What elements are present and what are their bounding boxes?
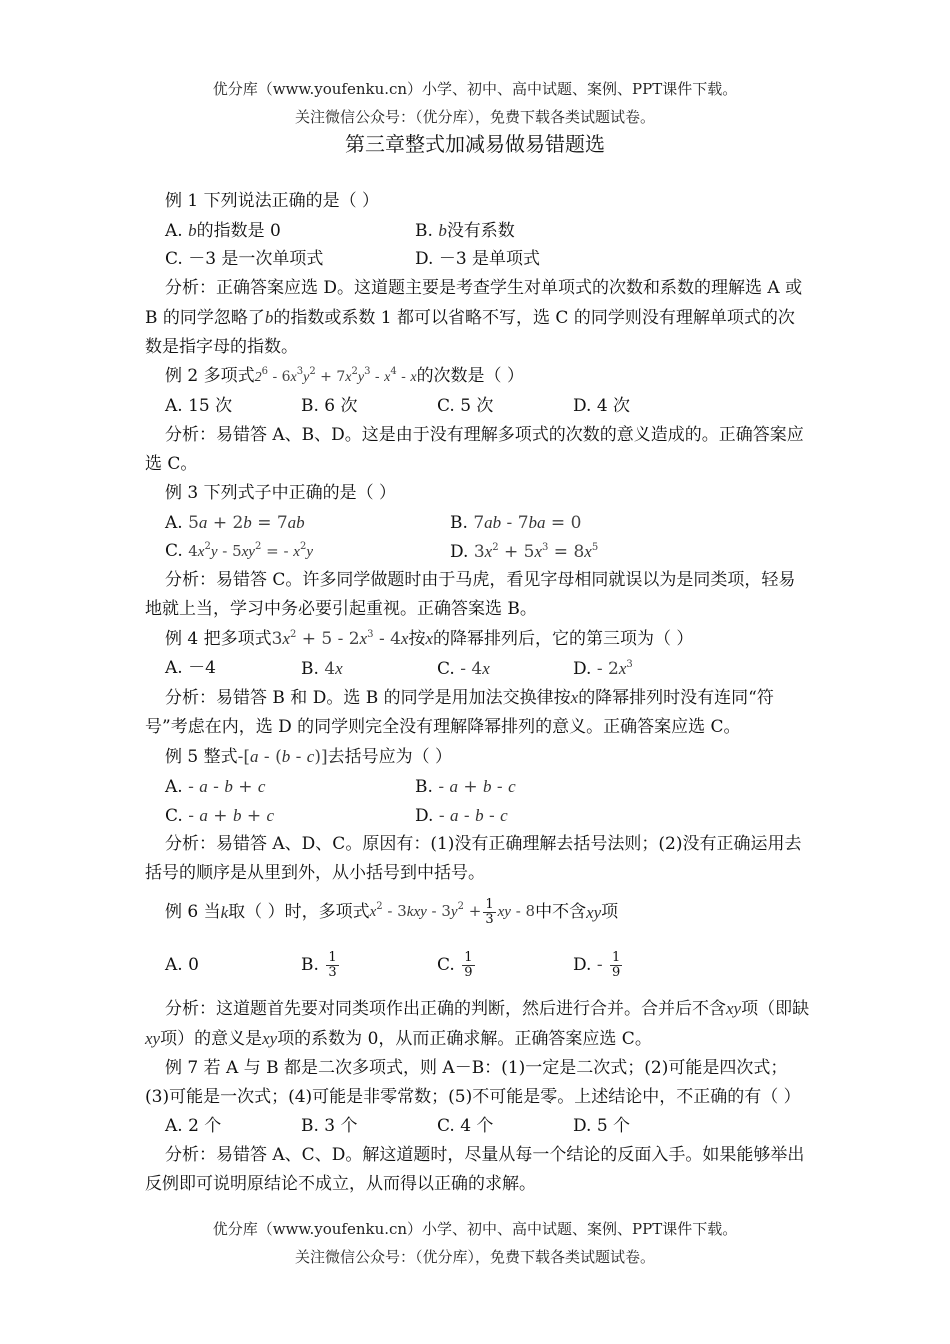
example-5-analysis: 分析：易错答 A、D、C。原因有：(1)没有正确理解去括号法则；(2)没有正确运用去括号的顺序是从里到外，从小括号到中括号。 (145, 834, 802, 883)
header-line-2: 关注微信公众号：（优分库），免费下载各类试题试卷。 (294, 108, 655, 126)
example-3-option-b: B. 7ab - 7ba = 0 (450, 512, 582, 533)
example-3-option-d: D. $3x^2 + 5x^3 = 8x^5$ (450, 541, 599, 562)
example-5-option-a: A. - a - b + c (165, 776, 266, 797)
example-6-option-a: A. 0 (165, 954, 199, 975)
example-4-option-c: C. - 4x (437, 658, 490, 679)
footer-line-1: 优分库（www.youfenku.cn）小学、初中、高中试题、案例、PPT课件下载。 (212, 1220, 738, 1238)
example-2-option-d: D. 4 次 (573, 396, 631, 416)
example-7-option-d: D. 5 个 (573, 1116, 631, 1136)
example-3-option-c: C. $4x^2y - 5xy^2$ = - $x^2y$ (165, 540, 314, 561)
example-3-stem: 例 3 下列式子中正确的是（ ） (165, 483, 397, 503)
example-5-stem: 例 5 整式-[a - (b - c)]去括号应为（ ） (165, 747, 452, 767)
example-6-option-d: D. - $\frac{1}{9}$ (573, 949, 621, 980)
example-5-option-b: B. - a + b - c (415, 776, 516, 797)
example-7-option-a: A. 2 个 (165, 1116, 222, 1136)
example-4-analysis: 分析：易错答 B 和 D。选 B 的同学是用加法交换律按x的降幂排列时没有连同“符号”考虑在内，选 D 的同学则完全没有理解降幂排列的意义。正确答案应选 C。 (145, 688, 774, 737)
example-5-option-d: D. - a - b - c (415, 805, 508, 826)
example-7-analysis: 分析：易错答 A、C、D。解这道题时，尽量从每一个结论的反面入手。如果能够举出反例即可说明原结论不成立，从而得以正确的求解。 (145, 1145, 805, 1194)
example-3-analysis: 分析：易错答 C。许多同学做题时由于马虎，看见字母相同就误以为是同类项，轻易地就上当，学习中务必要引起重视。正确答案选 B。 (145, 570, 796, 619)
example-5-option-c: C. - a + b + c (165, 805, 275, 826)
example-1-analysis: 分析：正确答案应选 D。这道题主要是考查学生对单项式的次数和系数的理解选 A 或 B 的同学忽略了b的指数或系数 1 都可以省略不写，选 C 的同学则没有理解单项式的次数是指字母的指数。 (145, 278, 803, 357)
example-2-analysis: 分析：易错答 A、B、D。这是由于没有理解多项式的次数的意义造成的。正确答案应选 C。 (145, 425, 804, 474)
example-6-analysis: 分析：这道题首先要对同类项作出正确的判断，然后进行合并。合并后不含xy项（即缺xy项）的意义是xy项的系数为 0，从而正确求解。正确答案应选 C。 (145, 999, 810, 1049)
example-4-stem: 例 4 把多项式$3x^2 + 5 - 2x^3 - 4x$按x的降幂排列后，它的第三项为（ ） (165, 629, 694, 649)
example-4-options (145, 654, 810, 683)
example-7-option-c: C. 4 个 (437, 1116, 494, 1136)
example-6-option-c: C. $\frac{1}{9}$ (437, 949, 473, 980)
example-5-options-row-2 (145, 801, 810, 830)
footer-line-2: 关注微信公众号：（优分库），免费下载各类试题试卷。 (294, 1248, 655, 1266)
example-2-option-b: B. 6 次 (301, 396, 358, 416)
example-6-fraction: $\frac{1}{3}$ (485, 896, 494, 927)
example-1-option-b: B. b没有系数 (415, 220, 515, 241)
example-1-option-d: D. －3 是单项式 (415, 249, 541, 269)
example-2-option-a: A. 15 次 (165, 396, 233, 416)
example-1-stem: 例 1 下列说法正确的是（ ） (165, 191, 380, 211)
example-2-polynomial: $2^6 - 6x^3y^2 + 7x^2y^3 - x^4 - x$ (254, 366, 417, 385)
example-6-stem: 例 6 当 k 取（ ）时，多项式 $x^2 - 3kxy - 3y^2$ + $\frac{1}{3}$ xy - 8 中不含 xy 项 (165, 896, 619, 927)
example-4-option-d: D. - $2x^3$ (573, 658, 633, 679)
example-1-option-c: C. －3 是一次单项式 (165, 249, 324, 269)
example-7-stem: 例 7 若 A 与 B 都是二次多项式，则 A－B：(1)一定是二次式；(2)可能是四次式；(3)可能是一次式；(4)可能是非零常数；(5)不可能是零。上述结论中，不正确的有（ ） (145, 1058, 801, 1107)
example-3-option-a: A. 5a + 2b = 7ab (165, 512, 305, 533)
example-1-options-row-2 (145, 245, 810, 274)
example-3-options-row-1 (145, 508, 810, 537)
header-line-1: 优分库（www.youfenku.cn）小学、初中、高中试题、案例、PPT课件下载。 (212, 80, 738, 98)
example-2-option-c: C. 5 次 (437, 396, 494, 416)
example-1-options-row-1 (145, 216, 810, 245)
document-title: 第三章整式加减易做易错题选 (345, 132, 605, 156)
example-2-stem: 例 2 多项式$2^6 - 6x^3y^2 + 7x^2y^3 - x^4 - x$的次数是（ ） (165, 366, 524, 386)
example-5-options-row-1 (145, 772, 810, 801)
example-7-options (145, 1112, 810, 1141)
example-6-options (145, 936, 810, 994)
example-6-option-b: B. $\frac{1}{3}$ (301, 949, 337, 980)
example-4-option-a: A. －4 (165, 658, 216, 678)
example-7-option-b: B. 3 个 (301, 1116, 358, 1136)
example-2-options (145, 392, 810, 421)
example-3-options-row-2 (145, 537, 810, 566)
example-1-option-a: A. b的指数是 0 (165, 220, 281, 241)
example-4-option-b: B. 4x (301, 658, 343, 679)
document-body (145, 187, 810, 1199)
